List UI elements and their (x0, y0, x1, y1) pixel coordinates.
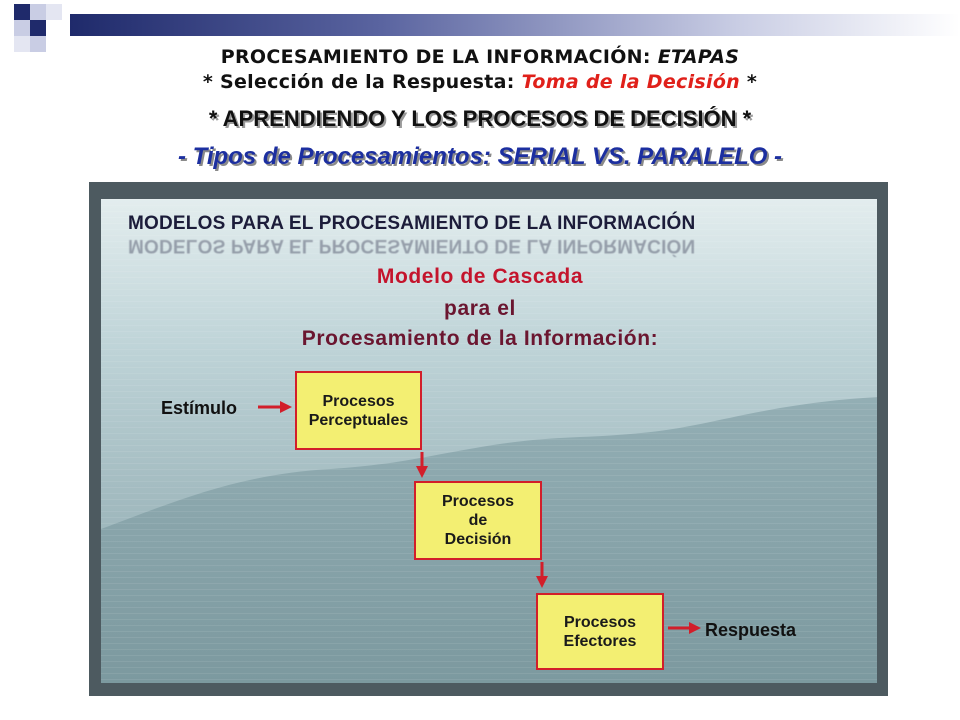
panel-title-reflection-text: MODELOS PARA EL PROCESAMIENTO DE LA INFORMACIÓN (128, 235, 696, 256)
response-label: Respuesta (705, 620, 797, 640)
stage-label-decision: Procesos de Decisión (441, 493, 515, 548)
stimulus-label: Estímulo (161, 398, 238, 418)
cascade-title-line-3: Procesamiento de la Información: (301, 327, 659, 350)
heading-line-1-italic: ETAPAS (657, 46, 740, 68)
arrow-effector-to-response (668, 622, 701, 634)
stage-box-perceptual (295, 371, 422, 450)
heading-line-4: - Tipos de Procesamientos: SERIAL VS. PARALELO - (177, 143, 783, 170)
arrow-perceptual-to-decision (416, 452, 428, 478)
cascade-title-line-2: para el (444, 297, 516, 320)
arrow-stimulus-to-perceptual (258, 401, 292, 413)
heading-line-2-highlight: Toma de la Decisión (521, 71, 740, 93)
stage-box-effector (536, 593, 664, 670)
heading-line-1-main: PROCESAMIENTO DE LA INFORMACIÓN: (220, 46, 658, 68)
stage-box-decision (414, 481, 542, 560)
cascade-title-line-1: Modelo de Cascada (376, 265, 584, 288)
arrow-decision-to-effector (536, 562, 548, 588)
stage-label-effector: Procesos Efectores (563, 613, 637, 650)
heading-line-3: * APRENDIENDO Y LOS PROCESOS DE DECISIÓN * (208, 106, 752, 131)
heading-line-2-prefix: * Selección de la Respuesta: (202, 71, 522, 93)
stage-label-perceptual: Procesos Perceptuales (308, 392, 409, 429)
panel-title: MODELOS PARA EL PROCESAMIENTO DE LA INFORMACIÓN (128, 213, 696, 234)
heading-line-2-suffix: * (740, 71, 758, 93)
